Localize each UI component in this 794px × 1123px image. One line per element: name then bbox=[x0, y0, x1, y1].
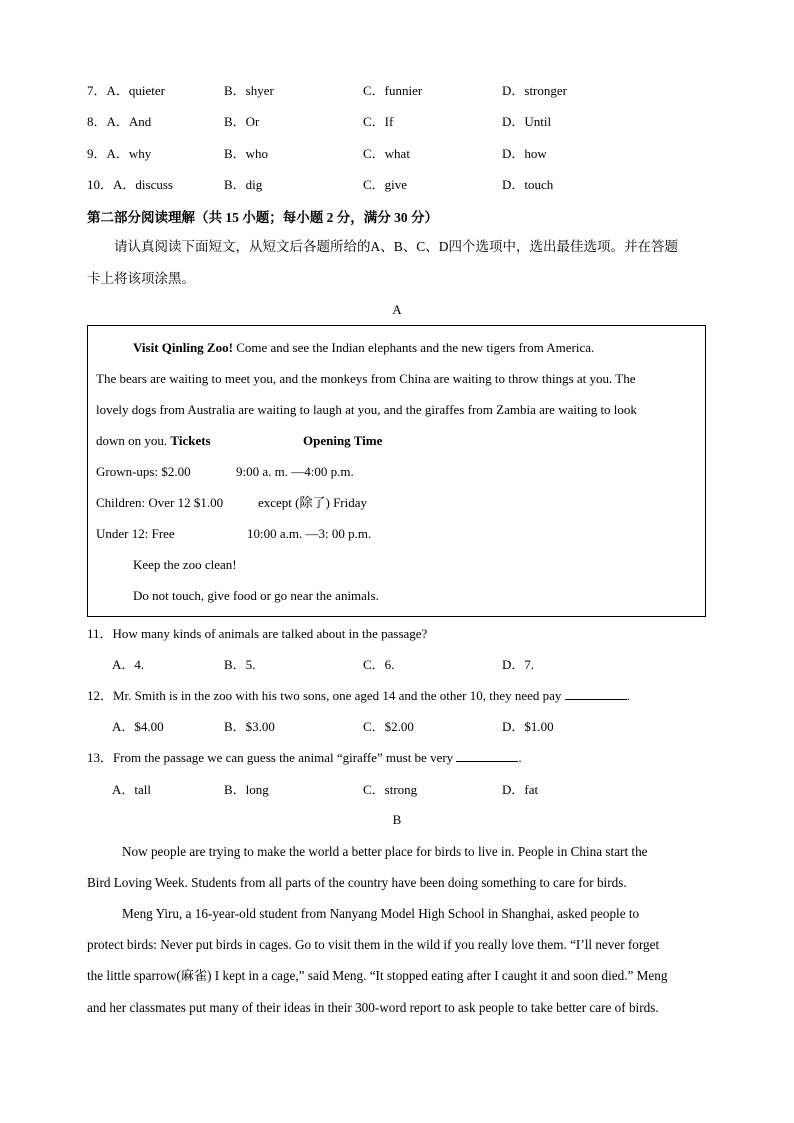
q8-b: B．Or bbox=[224, 114, 260, 129]
zoo-notice-box bbox=[87, 325, 706, 617]
q9-d: D．how bbox=[502, 146, 547, 161]
passage-b-label: B bbox=[392, 812, 402, 827]
passage-a-label: A bbox=[392, 302, 402, 317]
except-friday: except (除了) Friday bbox=[258, 495, 368, 510]
q8-c: C．If bbox=[363, 114, 394, 129]
q13-a: A．tall bbox=[112, 782, 151, 797]
q11-c: C．6. bbox=[363, 657, 395, 672]
q12-d: D．$1.00 bbox=[502, 719, 554, 734]
children-price: Children: Over 12 $1.00 bbox=[96, 495, 224, 510]
passage-b-p2-line3: the little sparrow(麻雀) I kept in a cage,” said Meng. “It stopped eating after I caught it and soon died.” Meng bbox=[87, 968, 668, 983]
q10-b: B．dig bbox=[224, 177, 263, 192]
passage-b-p1-line1: Now people are trying to make the world a better place for birds to live in. People in China start the bbox=[122, 844, 648, 859]
q11-d: D．7. bbox=[502, 657, 535, 672]
do-not-touch-rule: Do not touch, give food or go near the animals. bbox=[133, 588, 379, 603]
tickets-heading: Tickets bbox=[170, 433, 211, 448]
q13-d: D．fat bbox=[502, 782, 539, 797]
q10-c: C．give bbox=[363, 177, 408, 192]
answer-blank bbox=[456, 749, 518, 762]
q11-stem: 11．How many kinds of animals are talked about in the passage? bbox=[87, 626, 428, 641]
opening-time-1: 9:00 a. m. —4:00 p.m. bbox=[236, 464, 354, 479]
q10-a: 10．A．discuss bbox=[87, 177, 173, 192]
passage-b-p2-line4: and her classmates put many of their ideas in their 300-word report to ask people to take better care of birds. bbox=[87, 1000, 659, 1015]
section-2-title: 第二部分阅读理解（共 15 小题；每小题 2 分，满分 30 分） bbox=[87, 210, 438, 225]
passage-b-p2-line2: protect birds: Never put birds in cages. Go to visit them in the wild if you really love them. “I’ll never forget bbox=[87, 937, 660, 952]
visit-heading: Visit Qinling Zoo! bbox=[133, 340, 233, 355]
q11-a: A．4. bbox=[112, 657, 145, 672]
q9-b: B．who bbox=[224, 146, 269, 161]
q12-a: A．$4.00 bbox=[112, 719, 164, 734]
q7-c: C．funnier bbox=[363, 83, 423, 98]
answer-blank bbox=[565, 687, 627, 700]
grownups-price: Grown-ups: $2.00 bbox=[96, 464, 191, 479]
q12-b: B．$3.00 bbox=[224, 719, 275, 734]
zoo-line3: lovely dogs from Australia are waiting to laugh at you, and the giraffes from Zambia are waiting to look bbox=[96, 402, 637, 417]
q12-c: C．$2.00 bbox=[363, 719, 414, 734]
section-2-instruction-line1: 请认真阅读下面短文，从短文后各题所给的A、B、C、D四个选项中，选出最佳选项。并在答题 bbox=[114, 239, 679, 254]
q13-b: B．long bbox=[224, 782, 269, 797]
passage-b-p2-line1: Meng Yiru, a 16-year-old student from Nanyang Model High School in Shanghai, asked people to bbox=[122, 906, 640, 921]
q7-d: D．stronger bbox=[502, 83, 567, 98]
q13-c: C．strong bbox=[363, 782, 418, 797]
section-2-instruction-line2: 卡上将该项涂黑。 bbox=[87, 271, 195, 286]
zoo-line4: down on you. Tickets bbox=[96, 433, 211, 448]
opening-time-heading: Opening Time bbox=[303, 433, 383, 448]
under-12-price: Under 12: Free bbox=[96, 526, 175, 541]
q11-b: B．5. bbox=[224, 657, 256, 672]
q13-stem: 13．From the passage we can guess the animal “giraffe” must be very . bbox=[87, 750, 522, 765]
q7-b: B．shyer bbox=[224, 83, 274, 98]
passage-b-p1-line2: Bird Loving Week. Students from all parts of the country have been doing something to care for birds. bbox=[87, 875, 627, 890]
opening-time-2: 10:00 a.m. —3: 00 p.m. bbox=[247, 526, 372, 541]
keep-clean-rule: Keep the zoo clean! bbox=[133, 557, 237, 572]
q12-stem: 12．Mr. Smith is in the zoo with his two sons, one aged 14 and the other 10, they need pay . bbox=[87, 688, 630, 703]
q9-a: 9．A．why bbox=[87, 146, 152, 161]
zoo-line1: Visit Qinling Zoo! Come and see the Indian elephants and the new tigers from America. bbox=[133, 340, 595, 355]
zoo-line2: The bears are waiting to meet you, and the monkeys from China are waiting to throw things at you. The bbox=[96, 371, 636, 386]
q8-d: D．Until bbox=[502, 114, 552, 129]
q9-c: C．what bbox=[363, 146, 410, 161]
q10-d: D．touch bbox=[502, 177, 554, 192]
q7-a: 7．A．quieter bbox=[87, 83, 165, 98]
q8-a: 8．A．And bbox=[87, 114, 152, 129]
